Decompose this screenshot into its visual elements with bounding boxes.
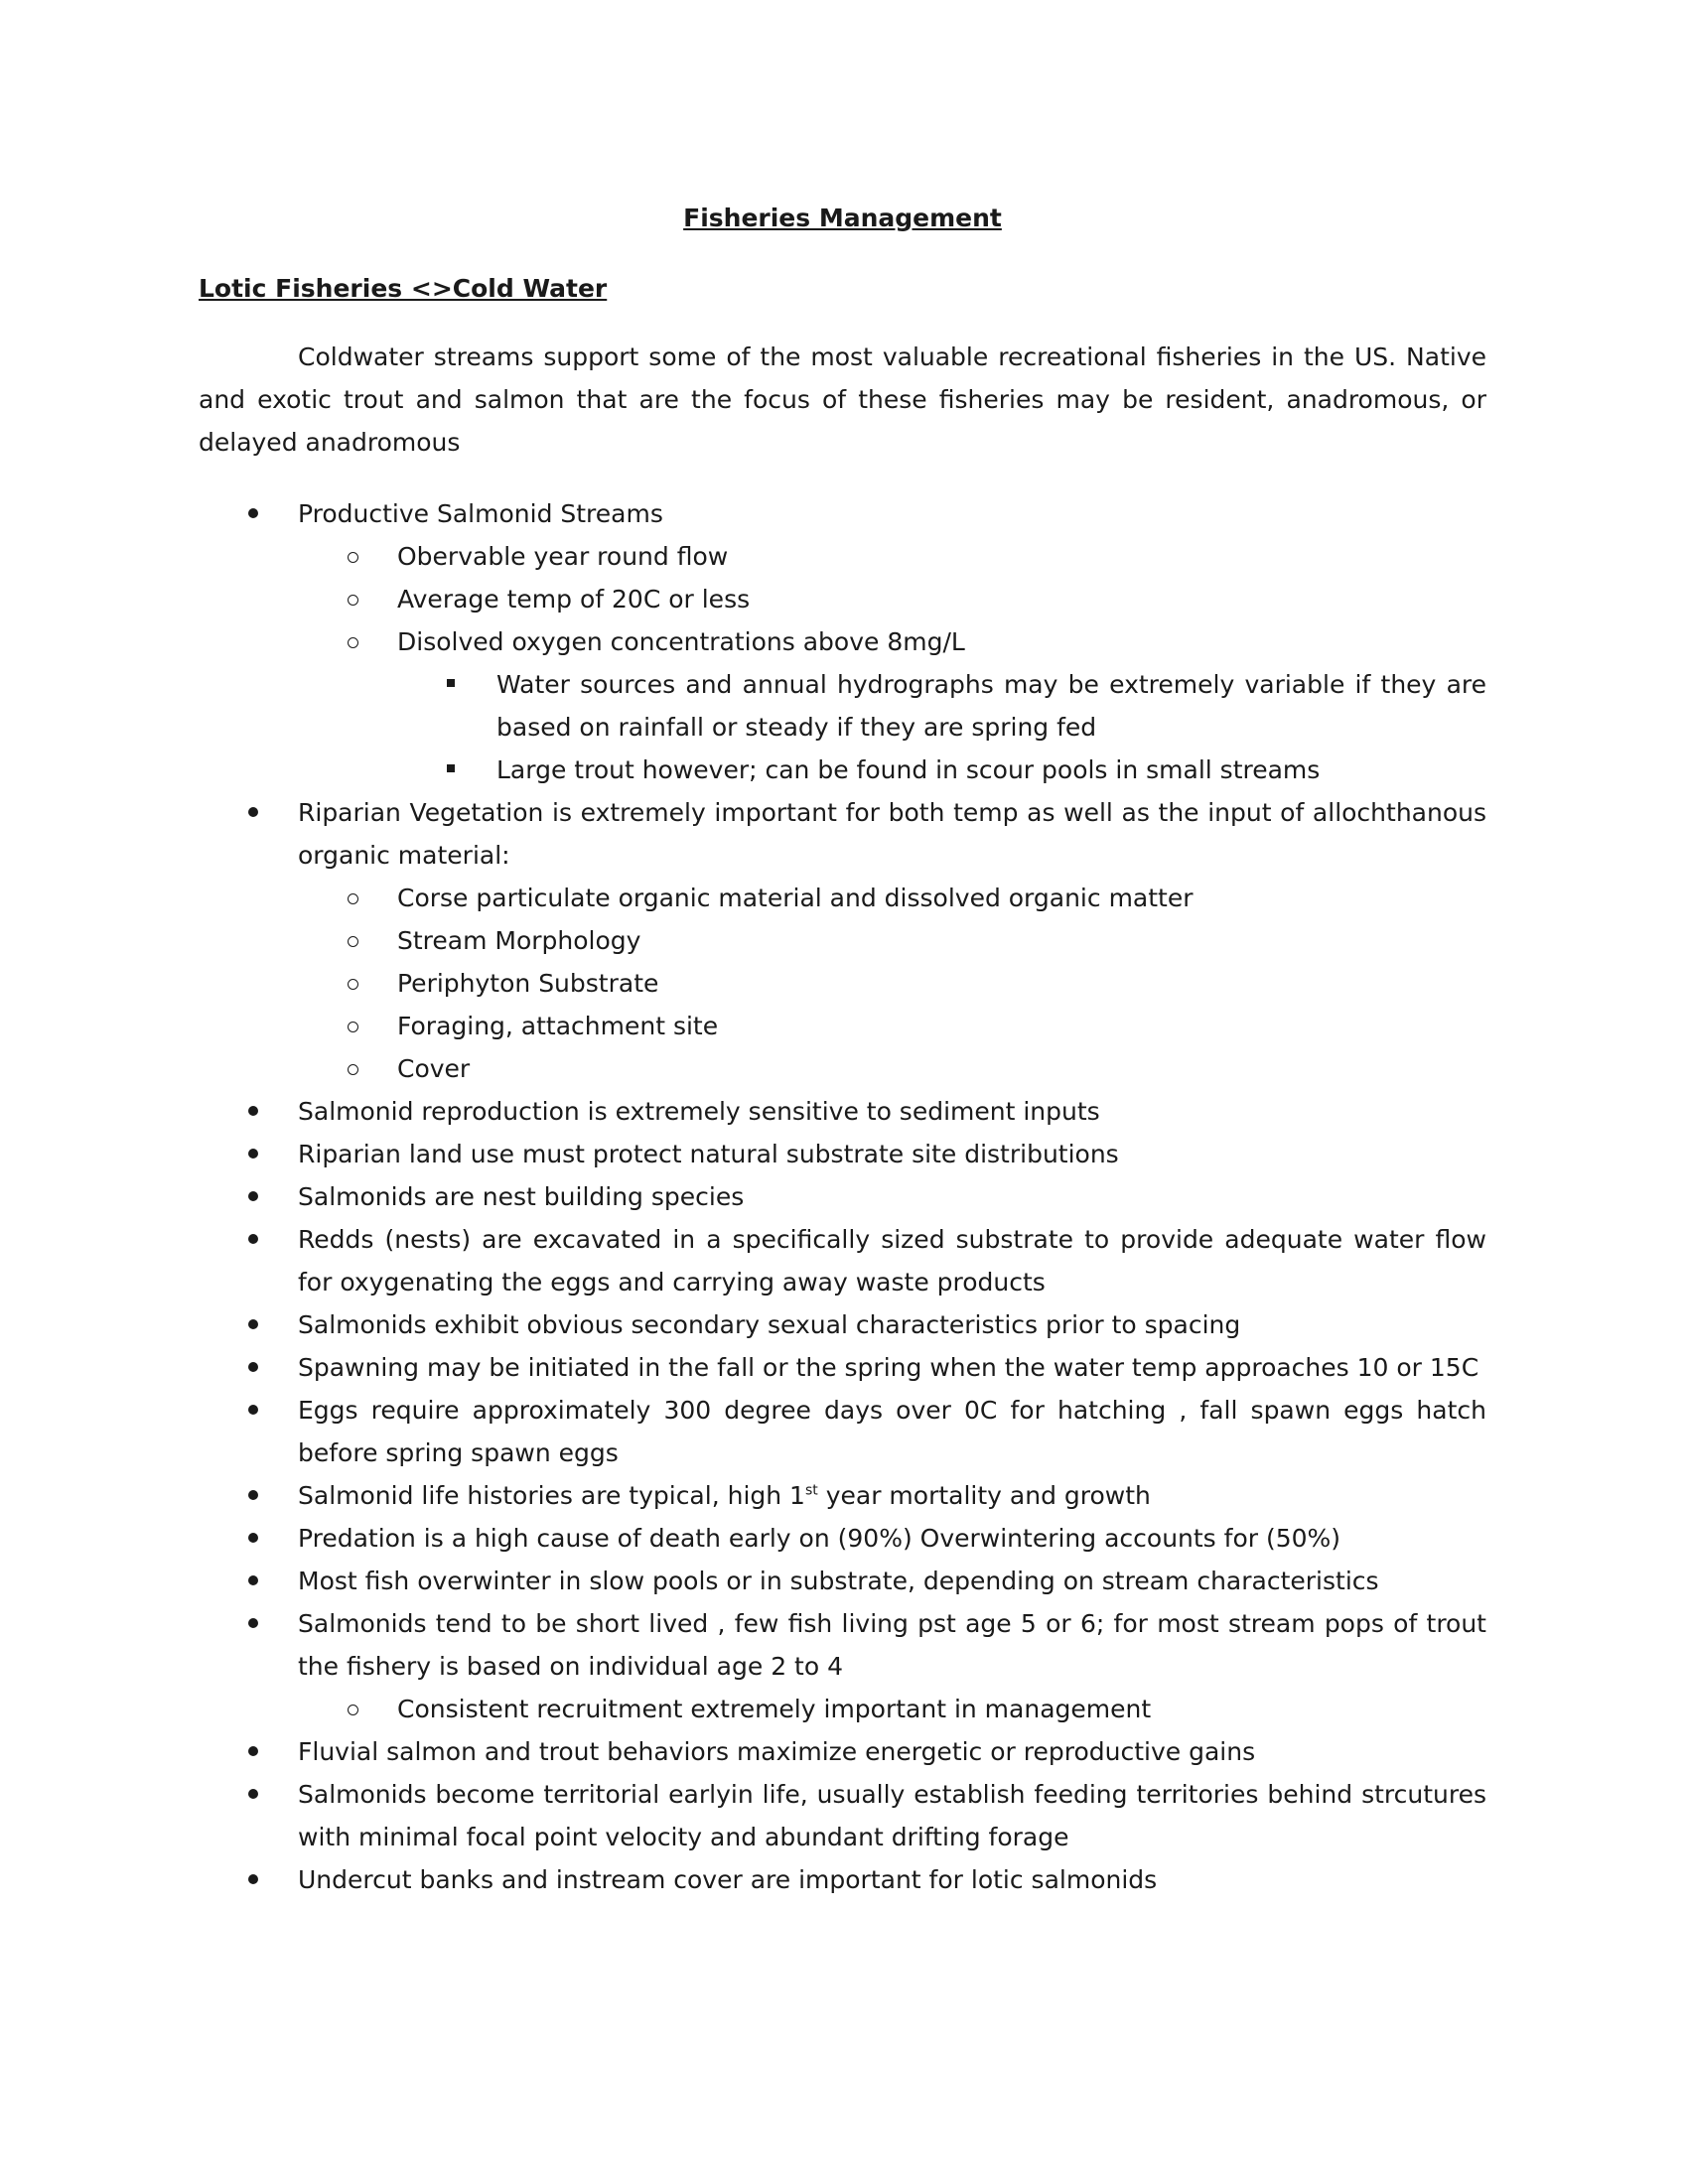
bullet-dot-icon <box>248 1474 260 1517</box>
sub-list-item <box>298 578 1486 620</box>
list-item-text-after: year mortality and growth <box>817 1481 1151 1510</box>
bullet-dot-icon <box>248 1175 260 1218</box>
bullet-dot-icon <box>248 1560 260 1602</box>
sub-list-item-text: Cover <box>397 1054 471 1083</box>
list-item <box>199 1474 1486 1517</box>
list-item <box>199 1303 1486 1346</box>
list-item <box>199 1389 1486 1474</box>
list-item-text: Salmonids become territorial earlyin life, usually establish feeding territories behind strcutures with minimal focal point velocity and abundant drifting forage <box>298 1780 1486 1851</box>
list-item-text: Salmonid reproduction is extremely sensitive to sediment inputs <box>298 1097 1100 1126</box>
bullet-square-icon <box>447 663 457 706</box>
bullet-dot-icon <box>248 1858 260 1901</box>
bullet-list <box>199 492 1486 1901</box>
sub-list-item <box>298 535 1486 578</box>
sub-list-item-text: Foraging, attachment site <box>397 1012 719 1040</box>
list-item <box>199 492 1486 791</box>
bullet-circle-icon <box>348 1005 361 1047</box>
sub-list-item-text: Obervable year round flow <box>397 542 729 571</box>
bullet-circle-icon <box>348 578 361 620</box>
list-item-text: Fluvial salmon and trout behaviors maximize energetic or reproductive gains <box>298 1737 1256 1766</box>
list-item <box>199 1218 1486 1303</box>
sub-sub-list-item <box>397 663 1486 749</box>
sub-sub-list <box>397 663 1486 791</box>
sub-list-item-text: Disolved oxygen concentrations above 8mg/L <box>397 627 965 656</box>
bullet-circle-icon <box>348 535 361 578</box>
list-item-text: Salmonids are nest building species <box>298 1182 745 1211</box>
sub-list <box>298 535 1486 791</box>
list-item-text: Spawning may be initiated in the fall or the spring when the water temp approaches 10 or 15C <box>298 1353 1479 1382</box>
list-item <box>199 791 1486 1090</box>
bullet-circle-icon <box>348 1688 361 1730</box>
bullet-dot-icon <box>248 791 260 834</box>
section-heading: Lotic Fisheries <>Cold Water <box>199 274 608 303</box>
sub-sub-list-item-text: Water sources and annual hydrographs may be extremely variable if they are based on rainfall or steady if they are spring fed <box>496 670 1486 742</box>
bullet-dot-icon <box>248 1730 260 1773</box>
sub-list-item <box>298 962 1486 1005</box>
list-item-text: Productive Salmonid Streams <box>298 499 663 528</box>
list-item-text: Riparian land use must protect natural substrate site distributions <box>298 1140 1119 1168</box>
ordinal-superscript: st <box>804 1482 818 1499</box>
bullet-circle-icon <box>348 919 361 962</box>
sub-list-item-text: Periphyton Substrate <box>397 969 659 998</box>
sub-list-item <box>298 919 1486 962</box>
document-title: Fisheries Management <box>683 204 1002 232</box>
sub-list-item <box>298 1005 1486 1047</box>
bullet-dot-icon <box>248 492 260 535</box>
sub-sub-list-item <box>397 749 1486 791</box>
bullet-dot-icon <box>248 1773 260 1816</box>
list-item-text: Salmonids exhibit obvious secondary sexual characteristics prior to spacing <box>298 1310 1241 1339</box>
bullet-circle-icon <box>348 877 361 919</box>
bullet-square-icon <box>447 749 457 791</box>
list-item <box>199 1346 1486 1389</box>
list-item <box>199 1090 1486 1133</box>
sub-list-item <box>298 877 1486 919</box>
bullet-circle-icon <box>348 962 361 1005</box>
list-item <box>199 1517 1486 1560</box>
bullet-dot-icon <box>248 1602 260 1645</box>
sub-list-item-text: Average temp of 20C or less <box>397 585 751 614</box>
list-item-text: Riparian Vegetation is extremely important for both temp as well as the input of allochthanous organic material: <box>298 798 1486 870</box>
list-item <box>199 1858 1486 1901</box>
list-item-text: Most fish overwinter in slow pools or in substrate, depending on stream characteristics <box>298 1567 1379 1595</box>
list-item-text: Redds (nests) are excavated in a specifically sized substrate to provide adequate water flow for oxygenating the eggs and carrying away waste products <box>298 1225 1486 1297</box>
list-item-text: Predation is a high cause of death early on (90%) Overwintering accounts for (50%) <box>298 1524 1341 1553</box>
bullet-dot-icon <box>248 1090 260 1133</box>
list-item-text: Undercut banks and instream cover are important for lotic salmonids <box>298 1865 1158 1894</box>
list-item-text: Eggs require approximately 300 degree days over 0C for hatching , fall spawn eggs hatch before spring spawn eggs <box>298 1396 1486 1467</box>
bullet-dot-icon <box>248 1218 260 1261</box>
list-item <box>199 1560 1486 1602</box>
list-item <box>199 1602 1486 1730</box>
list-item <box>199 1730 1486 1773</box>
bullet-dot-icon <box>248 1133 260 1175</box>
bullet-circle-icon <box>348 620 361 663</box>
bullet-dot-icon <box>248 1389 260 1432</box>
sub-list-item <box>298 1047 1486 1090</box>
list-item-text-before: Salmonid life histories are typical, high 1 <box>298 1481 805 1510</box>
list-item <box>199 1133 1486 1175</box>
sub-list-item <box>298 1688 1486 1730</box>
sub-list <box>298 1688 1486 1730</box>
bullet-dot-icon <box>248 1303 260 1346</box>
list-item-text: Salmonids tend to be short lived , few fish living pst age 5 or 6; for most stream pops of trout the fishery is based on individual age 2 to 4 <box>298 1609 1486 1681</box>
sub-list-item-text: Consistent recruitment extremely important in management <box>397 1695 1152 1723</box>
sub-list-item-text: Stream Morphology <box>397 926 641 955</box>
bullet-circle-icon <box>348 1047 361 1090</box>
sub-list-item <box>298 620 1486 791</box>
bullet-dot-icon <box>248 1517 260 1560</box>
sub-list <box>298 877 1486 1090</box>
intro-paragraph: Coldwater streams support some of the most valuable recreational fisheries in the US. Native and exotic trout and salmon that are the focus of these fisheries may be resident, anadromous, or delayed anadromous <box>199 342 1486 457</box>
sub-sub-list-item-text: Large trout however; can be found in scour pools in small streams <box>496 755 1321 784</box>
bullet-dot-icon <box>248 1346 260 1389</box>
document-page <box>199 0 1486 2184</box>
list-item <box>199 1773 1486 1858</box>
sub-list-item-text: Corse particulate organic material and dissolved organic matter <box>397 884 1194 912</box>
list-item <box>199 1175 1486 1218</box>
